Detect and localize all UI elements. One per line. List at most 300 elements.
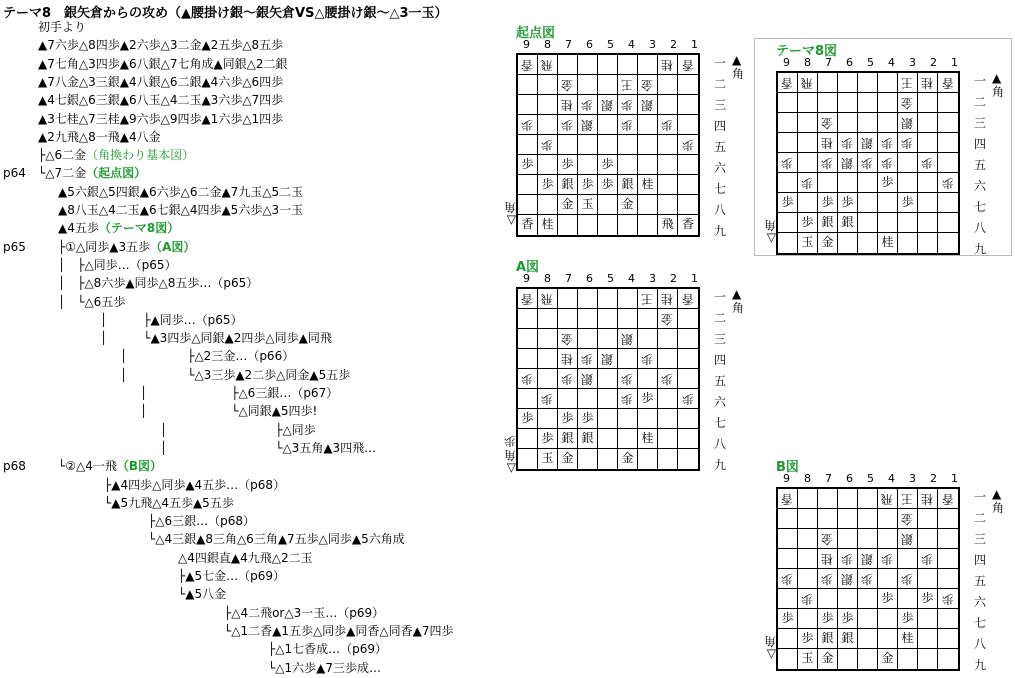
board-title: B図 xyxy=(776,460,799,475)
gote-piece: 歩 xyxy=(621,372,634,386)
board-square xyxy=(518,389,538,409)
board-square xyxy=(798,569,818,589)
gote-piece: 歩 xyxy=(881,136,894,150)
gote-piece: 歩 xyxy=(681,138,694,152)
board-square xyxy=(538,309,558,329)
board-square xyxy=(678,135,698,155)
board-square xyxy=(658,155,678,175)
sente-piece: 歩 xyxy=(521,157,534,171)
sente-piece: 金 xyxy=(621,197,634,211)
board-square xyxy=(558,175,578,195)
board-square xyxy=(858,113,878,133)
board-square xyxy=(898,649,918,669)
sente-piece: 銀 xyxy=(561,177,574,191)
board-square xyxy=(558,135,578,155)
board-square xyxy=(558,349,578,369)
board-square xyxy=(898,549,918,569)
board-square xyxy=(678,195,698,215)
tree-move-text: │ ├△同歩 xyxy=(160,422,316,437)
gote-piece: 銀 xyxy=(841,156,854,170)
rank-label: 四 xyxy=(974,553,987,567)
tree-line xyxy=(160,439,376,458)
board-square xyxy=(938,233,958,253)
rank-label: 六 xyxy=(714,395,727,409)
gote-piece: 香 xyxy=(941,492,954,506)
board-square xyxy=(858,133,878,153)
board-square xyxy=(838,213,858,233)
tree-move-text: ├①△同歩▲3五歩 xyxy=(58,239,151,254)
gote-piece: 歩 xyxy=(861,156,874,170)
rank-label: 八 xyxy=(974,637,987,651)
gote-piece: 王 xyxy=(641,292,654,306)
file-label: 3 xyxy=(649,272,656,285)
rank-label: 九 xyxy=(714,224,727,238)
gote-piece: 飛 xyxy=(881,492,894,506)
board-square xyxy=(798,529,818,549)
board-square xyxy=(798,589,818,609)
board-square xyxy=(538,389,558,409)
board-square xyxy=(618,135,638,155)
board-square xyxy=(658,349,678,369)
rank-label: 四 xyxy=(974,137,987,151)
board-square xyxy=(938,509,958,529)
board-square xyxy=(798,173,818,193)
board-square xyxy=(778,213,798,233)
board-square xyxy=(838,589,858,609)
board-square xyxy=(578,409,598,429)
board-square xyxy=(918,93,938,113)
board-grid xyxy=(776,71,960,255)
board-square xyxy=(918,649,938,669)
tree-line xyxy=(100,311,243,330)
file-label: 8 xyxy=(804,56,811,69)
sente-piece: 銀 xyxy=(841,215,854,229)
board-square xyxy=(878,549,898,569)
tree-move-text: │ └△6五歩 xyxy=(58,294,126,309)
file-label: 1 xyxy=(691,38,698,51)
gote-piece: 香 xyxy=(941,76,954,90)
board-square xyxy=(858,529,878,549)
tree-move-text: ▲4五歩 xyxy=(58,221,99,236)
board-square xyxy=(878,589,898,609)
gote-piece: 桂 xyxy=(821,552,834,566)
gote-piece: 金 xyxy=(901,96,914,110)
rank-label: 六 xyxy=(974,179,987,193)
board-square xyxy=(818,629,838,649)
board-square xyxy=(618,449,638,469)
tree-line xyxy=(160,659,381,678)
diagram-label: （テーマ8図） xyxy=(98,221,180,236)
tree-move-text: ▲7六歩△8四歩▲2六歩△3二金▲2五歩△8五歩 xyxy=(38,38,284,53)
gote-piece: 銀 xyxy=(861,136,874,150)
board-square xyxy=(938,489,958,509)
rank-label: 六 xyxy=(974,595,987,609)
sente-piece: 歩 xyxy=(581,411,594,425)
board-square xyxy=(658,55,678,75)
file-label: 7 xyxy=(565,272,572,285)
board-square xyxy=(618,95,638,115)
tree-move-text: └②△4一飛 xyxy=(58,459,117,474)
board-square xyxy=(858,549,878,569)
board-square xyxy=(938,589,958,609)
board-square xyxy=(898,489,918,509)
gote-piece: 歩 xyxy=(661,118,674,132)
gote-piece: 香 xyxy=(521,58,534,72)
tree-move-text: │ └△同銀▲5四歩! xyxy=(140,404,318,419)
gote-piece: 金 xyxy=(821,532,834,546)
board-square xyxy=(858,73,878,93)
board-square xyxy=(858,193,878,213)
board-square xyxy=(858,509,878,529)
board-square xyxy=(578,195,598,215)
tree-line xyxy=(120,347,294,366)
board-square xyxy=(838,549,858,569)
board-square xyxy=(578,95,598,115)
board-square xyxy=(818,193,838,213)
board-square xyxy=(518,95,538,115)
board-square xyxy=(598,429,618,449)
sente-piece: 歩 xyxy=(781,611,794,625)
board-square xyxy=(918,509,938,529)
board-square xyxy=(518,309,538,329)
board-square xyxy=(878,233,898,253)
rank-label: 三 xyxy=(974,116,987,130)
sente-piece: 銀 xyxy=(621,177,634,191)
board-square xyxy=(838,529,858,549)
board-square xyxy=(838,629,858,649)
file-label: 7 xyxy=(825,472,832,485)
board-square xyxy=(558,309,578,329)
tree-move-text: ▲3七桂△7三桂▲9六歩△9四歩▲1六歩△1四歩 xyxy=(38,111,284,126)
board-square xyxy=(618,115,638,135)
sente-piece: 歩 xyxy=(521,411,534,425)
board-square xyxy=(658,75,678,95)
gote-piece: 銀 xyxy=(601,98,614,112)
gote-piece: 歩 xyxy=(841,552,854,566)
board-square xyxy=(798,629,818,649)
rank-label: 七 xyxy=(714,182,727,196)
board-square xyxy=(518,369,538,389)
board-square xyxy=(778,173,798,193)
board-square xyxy=(538,75,558,95)
board-square xyxy=(598,215,618,235)
sente-piece: 桂 xyxy=(881,235,894,249)
gote-piece: 歩 xyxy=(901,136,914,150)
rank-label: 八 xyxy=(714,203,727,217)
board-square xyxy=(558,215,578,235)
rank-label: 三 xyxy=(714,98,727,112)
file-label: 3 xyxy=(909,56,916,69)
board-square xyxy=(858,173,878,193)
page-ref: p64 xyxy=(3,166,26,181)
board-square xyxy=(778,649,798,669)
gote-piece: 歩 xyxy=(881,156,894,170)
rank-label: 一 xyxy=(974,74,987,88)
page-title: テーマ8 銀矢倉からの攻め（▲腰掛け銀～銀矢倉VS△腰掛け銀～△3一玉） xyxy=(3,6,448,21)
tree-move-text: △4四銀直▲4九飛△2二玉 xyxy=(118,550,313,565)
sente-piece: 歩 xyxy=(821,611,834,625)
file-label: 8 xyxy=(804,472,811,485)
sente-hand: ▲角 xyxy=(992,487,1005,515)
board-square xyxy=(638,215,658,235)
gote-piece: 歩 xyxy=(561,372,574,386)
board-square xyxy=(798,549,818,569)
board-square xyxy=(878,569,898,589)
rank-label: 九 xyxy=(714,458,727,472)
sente-piece: 銀 xyxy=(821,215,834,229)
board-title: 起点図 xyxy=(516,26,556,41)
sente-piece: 歩 xyxy=(541,177,554,191)
board-square xyxy=(938,193,958,213)
board-square xyxy=(878,609,898,629)
board-square xyxy=(918,629,938,649)
gote-piece: 歩 xyxy=(641,352,654,366)
board-square xyxy=(858,589,878,609)
sente-piece: 歩 xyxy=(901,611,914,625)
board-square xyxy=(858,93,878,113)
tree-move-text: │ └▲3四歩△同銀▲2四歩△同歩▲同飛 xyxy=(100,331,332,346)
board-square xyxy=(658,449,678,469)
board-square xyxy=(898,73,918,93)
board-square xyxy=(818,589,838,609)
board-square xyxy=(878,73,898,93)
board-square xyxy=(578,309,598,329)
board-square xyxy=(798,133,818,153)
board-square xyxy=(798,649,818,669)
gote-piece: 歩 xyxy=(681,392,694,406)
gote-hand: △角 xyxy=(763,634,776,662)
board-grid xyxy=(776,487,960,671)
board-square xyxy=(778,569,798,589)
board-square xyxy=(578,449,598,469)
tree-move-text: └△1二香▲1五歩△同歩▲同香△同香▲7四歩 xyxy=(140,623,454,638)
board-square xyxy=(578,329,598,349)
board-square xyxy=(878,489,898,509)
board-square xyxy=(918,529,938,549)
board-square xyxy=(638,389,658,409)
board-square xyxy=(658,135,678,155)
board-square xyxy=(618,175,638,195)
board-square xyxy=(918,73,938,93)
sente-piece: 歩 xyxy=(901,195,914,209)
board-square xyxy=(918,609,938,629)
gote-piece: 桂 xyxy=(921,492,934,506)
board-square xyxy=(918,489,938,509)
diagram-label: （A図） xyxy=(150,239,196,254)
gote-piece: 歩 xyxy=(941,176,954,190)
board-square xyxy=(538,429,558,449)
board-square xyxy=(538,135,558,155)
board-square xyxy=(778,233,798,253)
board-square xyxy=(818,213,838,233)
sente-piece: 歩 xyxy=(601,157,614,171)
board-square xyxy=(598,115,618,135)
rank-label: 二 xyxy=(974,95,987,109)
board-square xyxy=(818,549,838,569)
board-square xyxy=(938,213,958,233)
board-square xyxy=(678,309,698,329)
gote-piece: 桂 xyxy=(561,352,574,366)
rank-label: 六 xyxy=(714,161,727,175)
rank-label: 七 xyxy=(714,416,727,430)
board-square xyxy=(678,409,698,429)
gote-piece: 香 xyxy=(681,58,694,72)
rank-label: 八 xyxy=(974,221,987,235)
gote-piece: 桂 xyxy=(661,292,674,306)
gote-piece: 歩 xyxy=(841,136,854,150)
board-square xyxy=(778,509,798,529)
gote-piece: 桂 xyxy=(561,98,574,112)
board-square xyxy=(558,429,578,449)
gote-piece: 銀 xyxy=(861,552,874,566)
board-square xyxy=(878,113,898,133)
gote-piece: 王 xyxy=(901,76,914,90)
board-square xyxy=(818,609,838,629)
rank-label: 五 xyxy=(714,374,727,388)
board-square xyxy=(598,75,618,95)
board-square xyxy=(638,349,658,369)
tree-line xyxy=(140,402,317,421)
board-square xyxy=(918,193,938,213)
board-square xyxy=(678,115,698,135)
board-square xyxy=(538,55,558,75)
board-square xyxy=(558,75,578,95)
gote-piece: 歩 xyxy=(541,138,554,152)
tree-line xyxy=(80,476,285,495)
board-square xyxy=(658,175,678,195)
board-square xyxy=(878,133,898,153)
board-square xyxy=(878,509,898,529)
board-square xyxy=(618,349,638,369)
board-square xyxy=(658,95,678,115)
board-square xyxy=(578,55,598,75)
gote-piece: 金 xyxy=(561,78,574,92)
board-grid xyxy=(516,287,700,471)
file-label: 5 xyxy=(867,56,874,69)
board-square xyxy=(658,369,678,389)
board-square xyxy=(518,115,538,135)
board-square xyxy=(538,369,558,389)
board-square xyxy=(918,133,938,153)
gote-piece: 歩 xyxy=(881,552,894,566)
page-ref: p68 xyxy=(3,459,26,474)
board-square xyxy=(658,115,678,135)
sente-piece: 金 xyxy=(821,651,834,665)
tree-move-text: └△1六歩▲7三歩成… xyxy=(160,660,381,675)
sente-piece: 歩 xyxy=(781,195,794,209)
board-square xyxy=(938,629,958,649)
board-square xyxy=(818,113,838,133)
rank-label: 一 xyxy=(974,490,987,504)
board-square xyxy=(898,133,918,153)
board-square xyxy=(898,113,918,133)
board-square xyxy=(938,529,958,549)
board-square xyxy=(678,429,698,449)
sente-piece: 桂 xyxy=(541,217,554,231)
sente-piece: 玉 xyxy=(801,651,814,665)
board-square xyxy=(638,95,658,115)
board-square xyxy=(798,93,818,113)
board-square xyxy=(618,55,638,75)
board-square xyxy=(938,569,958,589)
tree-move-text: ├△6二金 xyxy=(38,148,87,163)
board-square xyxy=(618,329,638,349)
sente-piece: 金 xyxy=(621,451,634,465)
file-label: 7 xyxy=(825,56,832,69)
rank-label: 五 xyxy=(974,158,987,172)
sente-piece: 歩 xyxy=(841,195,854,209)
board-square xyxy=(918,113,938,133)
gote-piece: 王 xyxy=(621,78,634,92)
file-label: 4 xyxy=(628,38,635,51)
board-square xyxy=(638,75,658,95)
tree-line xyxy=(58,183,303,202)
board-square xyxy=(518,429,538,449)
board-square xyxy=(898,233,918,253)
rank-label: 三 xyxy=(714,332,727,346)
sente-piece: 金 xyxy=(881,651,894,665)
board-square xyxy=(778,153,798,173)
board-square xyxy=(938,133,958,153)
board-square xyxy=(798,609,818,629)
board-square xyxy=(778,93,798,113)
board-square xyxy=(618,429,638,449)
file-label: 6 xyxy=(586,38,593,51)
board-square xyxy=(778,193,798,213)
board-square xyxy=(878,649,898,669)
board-square xyxy=(538,289,558,309)
board-square xyxy=(938,73,958,93)
sente-piece: 歩 xyxy=(881,591,894,605)
board-square xyxy=(558,389,578,409)
tree-line xyxy=(140,622,454,641)
tree-line xyxy=(100,512,255,531)
sente-piece: 玉 xyxy=(581,197,594,211)
board-square xyxy=(878,173,898,193)
tree-line xyxy=(100,329,332,348)
board-square xyxy=(598,155,618,175)
board-square xyxy=(598,289,618,309)
gote-piece: 香 xyxy=(781,76,794,90)
tree-line xyxy=(38,110,283,129)
tree-move-text: ▲2九飛△8一飛▲4八金 xyxy=(38,129,161,144)
sente-hand: ▲角 xyxy=(992,71,1005,99)
board-square xyxy=(678,75,698,95)
tree-move-text: │ ├△6三銀…（p67） xyxy=(140,386,339,400)
board-square xyxy=(818,133,838,153)
tree-line xyxy=(120,366,350,385)
board-square xyxy=(898,93,918,113)
rank-label: 七 xyxy=(974,200,987,214)
sente-piece: 歩 xyxy=(561,411,574,425)
gote-piece: 香 xyxy=(521,292,534,306)
board-square xyxy=(618,369,638,389)
board-square xyxy=(898,529,918,549)
sente-piece: 銀 xyxy=(561,431,574,445)
board-square xyxy=(818,489,838,509)
gote-piece: 銀 xyxy=(581,118,594,132)
file-labels xyxy=(516,38,705,51)
board-square xyxy=(618,195,638,215)
board-square xyxy=(918,569,938,589)
board-square xyxy=(538,155,558,175)
file-label: 4 xyxy=(888,472,895,485)
board-square xyxy=(838,133,858,153)
tree-move-text: ▲7七角△3四歩▲6八銀△7七角成▲同銀△2二銀 xyxy=(38,56,288,71)
board-square xyxy=(678,95,698,115)
sente-piece: 歩 xyxy=(801,215,814,229)
file-label: 5 xyxy=(867,472,874,485)
